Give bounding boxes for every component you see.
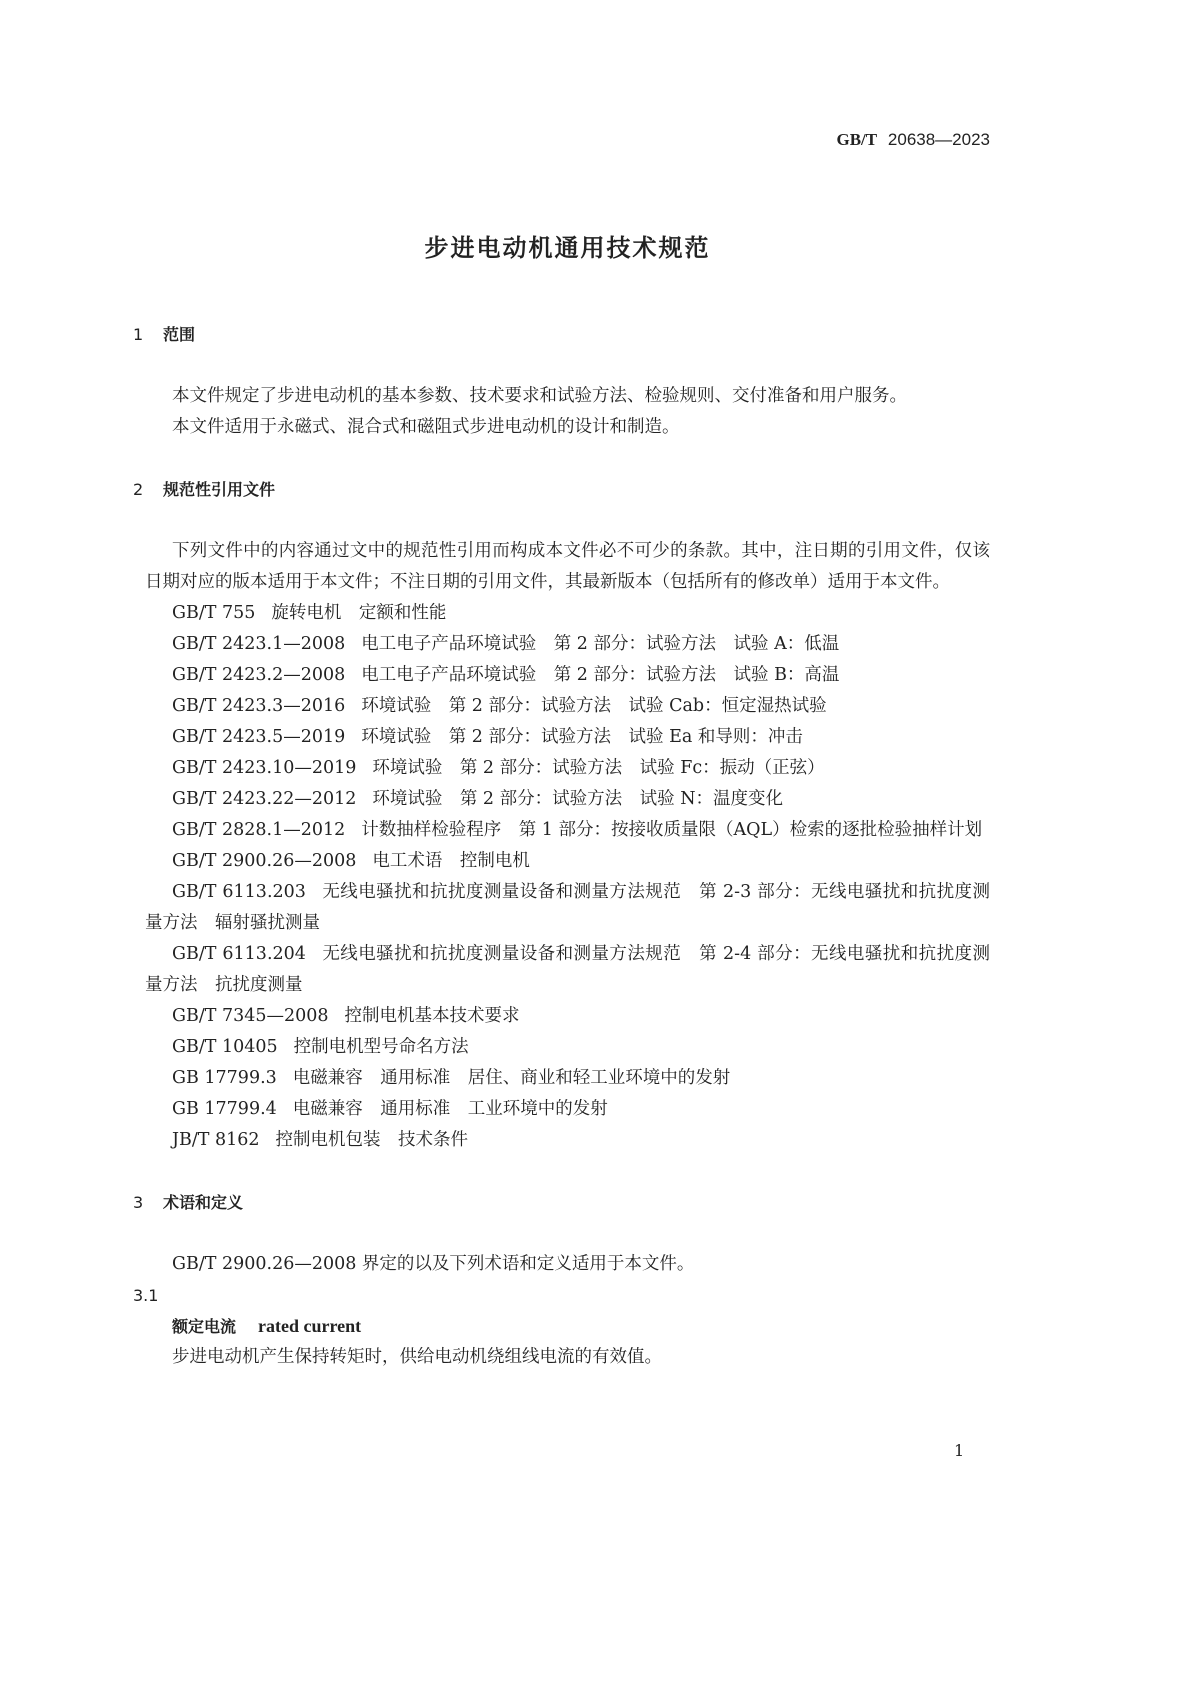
reference-item xyxy=(145,660,990,691)
reference-title: 电磁兼容 通用标准 工业环境中的发射 xyxy=(292,1099,608,1119)
reference-title: 控制电机型号命名方法 xyxy=(293,1037,469,1057)
reference-code: GB/T 2900.26—2008 xyxy=(172,851,357,871)
section-number: 2 xyxy=(133,480,144,499)
reference-code: GB/T 2423.1—2008 xyxy=(172,634,346,654)
reference-title: 电工电子产品环境试验 第 2 部分：试验方法 试验 A：低温 xyxy=(361,634,840,654)
clause-number: 3.1 xyxy=(133,1286,159,1305)
paragraph: 本文件适用于永磁式、混合式和磁阻式步进电动机的设计和制造。 xyxy=(172,417,680,437)
document-title: 步进电动机通用技术规范 xyxy=(424,234,711,262)
reference-code: GB/T 7345—2008 xyxy=(172,1006,329,1026)
reference-item xyxy=(145,691,990,722)
reference-code: GB/T 2423.3—2016 xyxy=(172,696,346,716)
reference-item xyxy=(145,722,990,753)
reference-item xyxy=(145,815,990,846)
reference-code: GB/T 2828.1—2012 xyxy=(172,820,346,840)
reference-code: GB/T 6113.203 xyxy=(172,882,306,902)
reference-code: JB/T 8162 xyxy=(172,1130,260,1150)
reference-title: 旋转电机 定额和性能 xyxy=(271,603,447,623)
reference-title: 无线电骚扰和抗扰度测量设备和测量方法规范 第 2-4 部分：无线电骚扰和抗扰度测量方法 抗扰度测量 xyxy=(145,944,990,995)
section-heading-1 xyxy=(133,319,990,350)
reference-title: 无线电骚扰和抗扰度测量设备和测量方法规范 第 2-3 部分：无线电骚扰和抗扰度测量方法 辐射骚扰测量 xyxy=(145,882,990,933)
code-number: 20638—2023 xyxy=(887,130,990,149)
reference-code: GB 17799.3 xyxy=(172,1068,277,1088)
section-heading-3 xyxy=(133,1187,990,1218)
reference-title: 控制电机基本技术要求 xyxy=(344,1006,520,1026)
reference-item xyxy=(145,939,990,1001)
reference-title: 环境试验 第 2 部分：试验方法 试验 N：温度变化 xyxy=(372,789,784,809)
term-en: rated current xyxy=(258,1316,362,1336)
reference-title: 控制电机包装 技术条件 xyxy=(275,1130,469,1150)
page-number: 1 xyxy=(954,1441,965,1460)
code-prefix: GB/T xyxy=(836,130,878,149)
section-title: 范围 xyxy=(163,325,196,344)
section-heading-2 xyxy=(133,474,990,505)
reference-title: 环境试验 第 2 部分：试验方法 试验 Ea 和导则：冲击 xyxy=(361,727,803,747)
reference-code: GB/T 2423.22—2012 xyxy=(172,789,357,809)
reference-code: GB/T 755 xyxy=(172,603,256,623)
reference-item xyxy=(145,598,990,629)
reference-code: GB 17799.4 xyxy=(172,1099,277,1119)
reference-code: GB/T 6113.204 xyxy=(172,944,306,964)
reference-title: 环境试验 第 2 部分：试验方法 试验 Fc：振动（正弦） xyxy=(372,758,825,778)
reference-item xyxy=(145,846,990,877)
section-title: 规范性引用文件 xyxy=(163,480,276,499)
document-code xyxy=(836,130,990,150)
term-heading xyxy=(145,1311,990,1342)
reference-code: GB/T 2423.5—2019 xyxy=(172,727,346,747)
document-body xyxy=(133,319,990,1373)
reference-list xyxy=(145,598,990,1156)
section-number: 1 xyxy=(133,325,144,344)
paragraph: 下列文件中的内容通过文中的规范性引用而构成本文件必不可少的条款。其中，注日期的引用文件，仅该日期对应的版本适用于本文件；不注日期的引用文件，其最新版本（包括所有的修改单）适用于本文件。 xyxy=(145,541,990,592)
term-definition: 步进电动机产生保持转矩时，供给电动机绕组线电流的有效值。 xyxy=(172,1347,662,1367)
section-number: 3 xyxy=(133,1193,144,1212)
reference-item xyxy=(145,753,990,784)
reference-title: 电磁兼容 通用标准 居住、商业和轻工业环境中的发射 xyxy=(292,1068,731,1088)
reference-item xyxy=(145,1063,990,1094)
reference-code: GB/T 2423.2—2008 xyxy=(172,665,346,685)
paragraph: 本文件规定了步进电动机的基本参数、技术要求和试验方法、检验规则、交付准备和用户服务。 xyxy=(172,386,907,406)
reference-item xyxy=(145,1001,990,1032)
reference-item xyxy=(145,1032,990,1063)
reference-title: 计数抽样检验程序 第 1 部分：按接收质量限（AQL）检索的逐批检验抽样计划 xyxy=(361,820,983,840)
reference-item xyxy=(145,877,990,939)
reference-title: 环境试验 第 2 部分：试验方法 试验 Cab：恒定湿热试验 xyxy=(361,696,827,716)
reference-title: 电工电子产品环境试验 第 2 部分：试验方法 试验 B：高温 xyxy=(361,665,840,685)
reference-item xyxy=(145,1125,990,1156)
paragraph: GB/T 2900.26—2008 界定的以及下列术语和定义适用于本文件。 xyxy=(172,1254,695,1274)
term-zh: 额定电流 xyxy=(172,1317,237,1336)
reference-code: GB/T 2423.10—2019 xyxy=(172,758,357,778)
reference-item xyxy=(145,784,990,815)
reference-item xyxy=(145,629,990,660)
reference-title: 电工术语 控制电机 xyxy=(372,851,530,871)
reference-code: GB/T 10405 xyxy=(172,1037,278,1057)
reference-item xyxy=(145,1094,990,1125)
section-title: 术语和定义 xyxy=(163,1193,244,1212)
